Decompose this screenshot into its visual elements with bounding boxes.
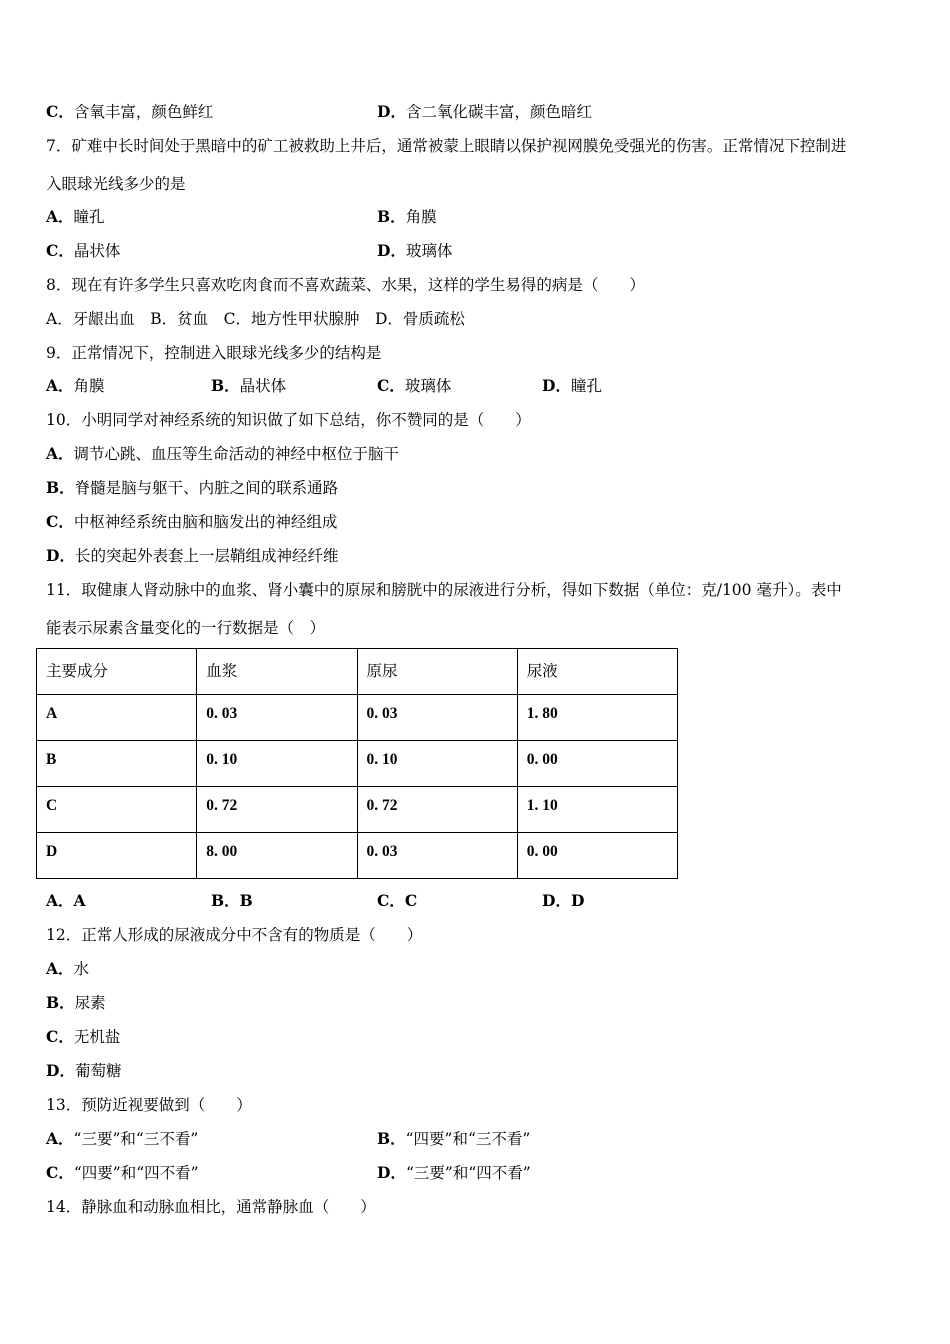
table-header-cell: 尿液 [517, 649, 677, 695]
table-cell: 0. 00 [517, 741, 677, 787]
q9-option-b: B．晶状体 [211, 376, 287, 395]
q6-option-c: C．含氧丰富，颜色鲜红 [46, 102, 214, 121]
q11-stem-line1: 11．取健康人肾动脉中的血浆、肾小囊中的原尿和膀胱中的尿液进行分析，得如下数据（单位：克/100 毫升）。表中 [46, 581, 842, 599]
table-cell: C [37, 787, 197, 833]
q10-stem: 10．小明同学对神经系统的知识做了如下总结，你不赞同的是（ ） [46, 411, 531, 429]
q12-option-b: B．尿素 [46, 993, 106, 1012]
q13-option-c: C．“四要”和“四不看” [46, 1163, 199, 1182]
q12-option-d: D．葡萄糖 [46, 1061, 122, 1080]
q14-stem: 14．静脉血和动脉血相比，通常静脉血（ ） [46, 1198, 376, 1216]
q8-options: A．牙龈出血 B．贫血 C．地方性甲状腺肿 D．骨质疏松 [46, 310, 465, 328]
q11-option-c: C．C [377, 891, 418, 910]
table-cell: B [37, 741, 197, 787]
table-cell: 0. 10 [357, 741, 517, 787]
table-row [37, 833, 678, 879]
q11-option-a: A．A [46, 891, 86, 910]
q9-option-a: A．角膜 [46, 376, 105, 395]
q8-stem: 8．现在有许多学生只喜欢吃肉食而不喜欢蔬菜、水果，这样的学生易得的病是（ ） [46, 276, 645, 294]
q10-option-b: B．脊髓是脑与躯干、内脏之间的联系通路 [46, 478, 339, 497]
q11-option-d: D．D [542, 891, 585, 910]
q7-option-d: D．玻璃体 [377, 241, 453, 260]
q10-option-a: A．调节心跳、血压等生命活动的神经中枢位于脑干 [46, 444, 400, 463]
q7-option-c: C．晶状体 [46, 241, 121, 260]
q12-option-c: C．无机盐 [46, 1027, 121, 1046]
table-cell: 1. 10 [517, 787, 677, 833]
q7-option-b: B．角膜 [377, 207, 437, 226]
table-cell: 0. 72 [357, 787, 517, 833]
table-cell: 0. 00 [517, 833, 677, 879]
table-cell: 0. 03 [357, 833, 517, 879]
q9-stem: 9．正常情况下，控制进入眼球光线多少的结构是 [46, 344, 382, 362]
table-cell: 1. 80 [517, 695, 677, 741]
q12-stem: 12．正常人形成的尿液成分中不含有的物质是（ ） [46, 926, 423, 944]
table-row [37, 787, 678, 833]
q6-option-d: D．含二氧化碳丰富，颜色暗红 [377, 102, 592, 121]
table-header-cell: 主要成分 [37, 649, 197, 695]
q13-option-a: A．“三要”和“三不看” [46, 1129, 199, 1148]
table-row [37, 695, 678, 741]
q7-option-a: A．瞳孔 [46, 207, 105, 226]
q7-stem-line2: 入眼球光线多少的是 [46, 175, 186, 193]
table-cell: 0. 10 [197, 741, 357, 787]
q9-option-d: D．瞳孔 [542, 376, 602, 395]
q13-stem: 13．预防近视要做到（ ） [46, 1096, 252, 1114]
table-cell: 0. 03 [357, 695, 517, 741]
table-header-cell: 血浆 [197, 649, 357, 695]
table-row [37, 741, 678, 787]
table-cell: 0. 72 [197, 787, 357, 833]
table-header-row [37, 649, 678, 695]
q13-option-b: B．“四要”和“三不看” [377, 1129, 531, 1148]
q9-option-c: C．玻璃体 [377, 376, 452, 395]
q10-option-c: C．中枢神经系统由脑和脑发出的神经组成 [46, 512, 338, 531]
q11-stem-line2: 能表示尿素含量变化的一行数据是（ ） [46, 619, 326, 637]
table-cell: 0. 03 [197, 695, 357, 741]
q13-option-d: D．“三要”和“四不看” [377, 1163, 531, 1182]
table-cell: D [37, 833, 197, 879]
q7-stem-line1: 7．矿难中长时间处于黑暗中的矿工被救助上井后，通常被蒙上眼睛以保护视网膜免受强光的伤害。正常情况下控制进 [46, 137, 847, 155]
table-cell: 8. 00 [197, 833, 357, 879]
table-header-cell: 原尿 [357, 649, 517, 695]
table-cell: A [37, 695, 197, 741]
urea-data-table [36, 648, 678, 879]
q12-option-a: A．水 [46, 959, 90, 978]
q10-option-d: D．长的突起外表套上一层鞘组成神经纤维 [46, 546, 339, 565]
q11-option-b: B．B [211, 891, 253, 910]
